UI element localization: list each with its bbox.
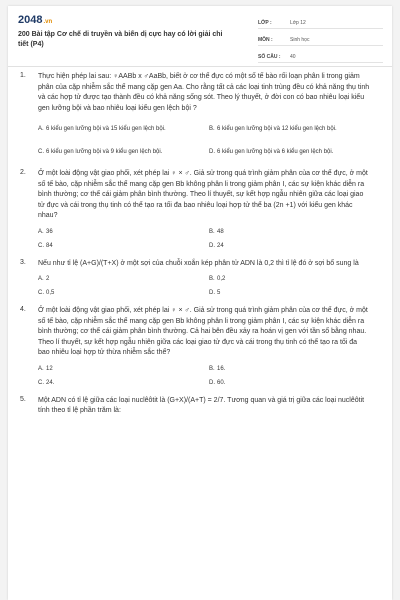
meta-key: MÔN : (258, 37, 273, 43)
logo-main: 2048 (18, 14, 43, 26)
question-text: Một ADN có tỉ lệ giữa các loại nuclêôtit là (G+X)/(A+T) = 2/7. Tương quan và giá trị giữa các loại nuclêôtit tính theo tỉ lệ phần trăm là: (38, 396, 365, 414)
question-2 (8, 169, 392, 251)
meta-key: SỐ CÂU : (258, 54, 281, 60)
option-letter: B. (209, 228, 215, 235)
option-letter: A. (38, 276, 44, 282)
document-title: 200 Bài tập Cơ chế di truyền và biến dị cực hay có lời giải chi tiết (P4) (18, 31, 223, 48)
answer-option-c[interactable] (38, 143, 199, 161)
option-text: 6 kiểu gen lưỡng bội và 6 kiểu gen lệch bội. (217, 148, 334, 155)
option-text: 0,2 (217, 276, 226, 282)
option-text: 5 (217, 290, 221, 296)
answer-options (38, 365, 370, 388)
meta-row-class (258, 16, 383, 29)
option-text: 36 (46, 228, 53, 235)
option-text: 2 (46, 276, 50, 282)
meta-row-subject (258, 33, 383, 46)
answer-option-a[interactable] (38, 228, 199, 237)
question-list (8, 72, 392, 425)
option-letter: B. (209, 125, 215, 132)
option-text: 24. (46, 379, 55, 386)
option-text: 6 kiểu gen lưỡng bội và 9 kiểu gen lệch bội. (46, 148, 163, 155)
question-number: 1. (20, 72, 26, 79)
answer-option-b[interactable] (209, 228, 370, 237)
question-1 (8, 72, 392, 161)
document-header (8, 6, 392, 67)
option-letter: D. (209, 242, 215, 249)
option-text: 24 (217, 242, 224, 249)
question-text: Nếu như tỉ lệ (A+G)/(T+X) ở một sợi của chuỗi xoắn kép phân tử ADN là 0,2 thì tỉ lệ đó ở sợi bổ sung là (38, 259, 359, 267)
answer-options (38, 275, 370, 298)
option-letter: C. (38, 242, 44, 249)
answer-option-b[interactable] (209, 275, 370, 284)
option-letter: A. (38, 125, 44, 132)
site-logo[interactable] (18, 14, 52, 26)
option-text: 60. (217, 379, 226, 386)
answer-option-a[interactable] (38, 275, 199, 284)
question-number: 3. (20, 258, 26, 266)
answer-option-c[interactable] (38, 242, 199, 251)
answer-option-b[interactable] (209, 365, 370, 374)
option-letter: C. (38, 290, 44, 296)
question-number: 2. (20, 169, 26, 176)
meta-table (258, 16, 383, 63)
question-3 (8, 259, 392, 299)
option-letter: B. (209, 276, 215, 282)
question-text: Ở một loài động vật giao phối, xét phép lai ♀ × ♂. Giả sử trong quá trình giảm phân của cơ thể đực, ở một số tế bào, cặp nhiễm sắc thể mang cặp gen Bb không phân li trong giảm phân I, các sự kiện khác diễn ra bình thường; cơ thể cái giảm phân bình thường. Cả hai bên đều xảy ra hoán vị gen với tần số bằng nhau. Theo lí thuyết, sự kết hợp ngẫu nhiên giữa các loại giao tử đực và cái trong thụ tinh có thể tạo ra tối đa bao nhiêu loại hợp tử thừa nhiễm sắc thể? (38, 307, 368, 356)
option-letter: C. (38, 379, 44, 386)
answer-option-c[interactable] (38, 289, 199, 298)
answer-option-a[interactable] (38, 120, 199, 138)
answer-options (38, 120, 370, 161)
option-letter: D. (209, 148, 215, 155)
answer-option-d[interactable] (209, 289, 370, 298)
option-text: 6 kiểu gen lưỡng bội và 12 kiểu gen lệch bội. (217, 125, 337, 132)
option-letter: D. (209, 290, 215, 296)
question-number: 4. (20, 306, 26, 313)
answer-option-b[interactable] (209, 120, 370, 138)
question-5 (8, 396, 392, 417)
document-page (8, 6, 392, 600)
question-text: Ở một loài động vật giao phối, xét phép lai ♀ × ♂. Giả sử trong quá trình giảm phân của cơ thể đực, ở một số tế bào, cặp nhiễm sắc thể mang cặp gen Bb không phân li trong giảm phân I, các sự kiện khác diễn ra bình thường; cơ thể cái giảm phân bình thường. Theo lí thuyết, sự kết hợp ngẫu nhiên giữa các loại giao tử đực và cái trong thụ tinh có thể tạo ra tối đa bao nhiêu loại hợp tử thể ba (2n +1) với kiểu gen khác nhau? (38, 170, 368, 219)
option-letter: A. (38, 365, 44, 372)
meta-key: LỚP : (258, 20, 272, 26)
option-letter: A. (38, 228, 44, 235)
answer-option-d[interactable] (209, 242, 370, 251)
option-text: 16. (217, 365, 226, 372)
question-text: Thực hiện phép lai sau: ♀AABb x ♂AaBb, biết ở cơ thể đực có một số tế bào rối loạn phân li trong giảm phân của cặp nhiễm sắc thể mang cặp gen Aa. Cho rằng tất cả các loại tinh trùng đều có khả năng thụ tinh và các hợp tử được tạo thành đều có khả năng sống sót. Theo lý thuyết, ở đời con có bao nhiêu loại kiểu gen lưỡng bội và bao nhiêu loại kiểu gen lệch bội ? (38, 73, 370, 112)
option-text: 12 (46, 365, 53, 372)
question-4 (8, 306, 392, 388)
option-letter: C. (38, 148, 44, 155)
answer-options (38, 228, 370, 251)
answer-option-a[interactable] (38, 365, 199, 374)
answer-option-c[interactable] (38, 379, 199, 388)
option-text: 84 (46, 242, 53, 249)
logo-suffix: .vn (43, 19, 53, 25)
option-letter: D. (209, 379, 215, 386)
meta-value: 40 (290, 54, 296, 60)
option-text: 48 (217, 228, 224, 235)
option-text: 0,5 (46, 290, 55, 296)
answer-option-d[interactable] (209, 143, 370, 161)
meta-value: Sinh học (290, 37, 310, 43)
question-number: 5. (20, 395, 26, 403)
meta-row-count (258, 50, 383, 63)
meta-value: Lớp 12 (290, 20, 306, 26)
option-text: 6 kiểu gen lưỡng bội và 15 kiểu gen lệch bội. (46, 125, 166, 132)
option-letter: B. (209, 365, 215, 372)
answer-option-d[interactable] (209, 379, 370, 388)
